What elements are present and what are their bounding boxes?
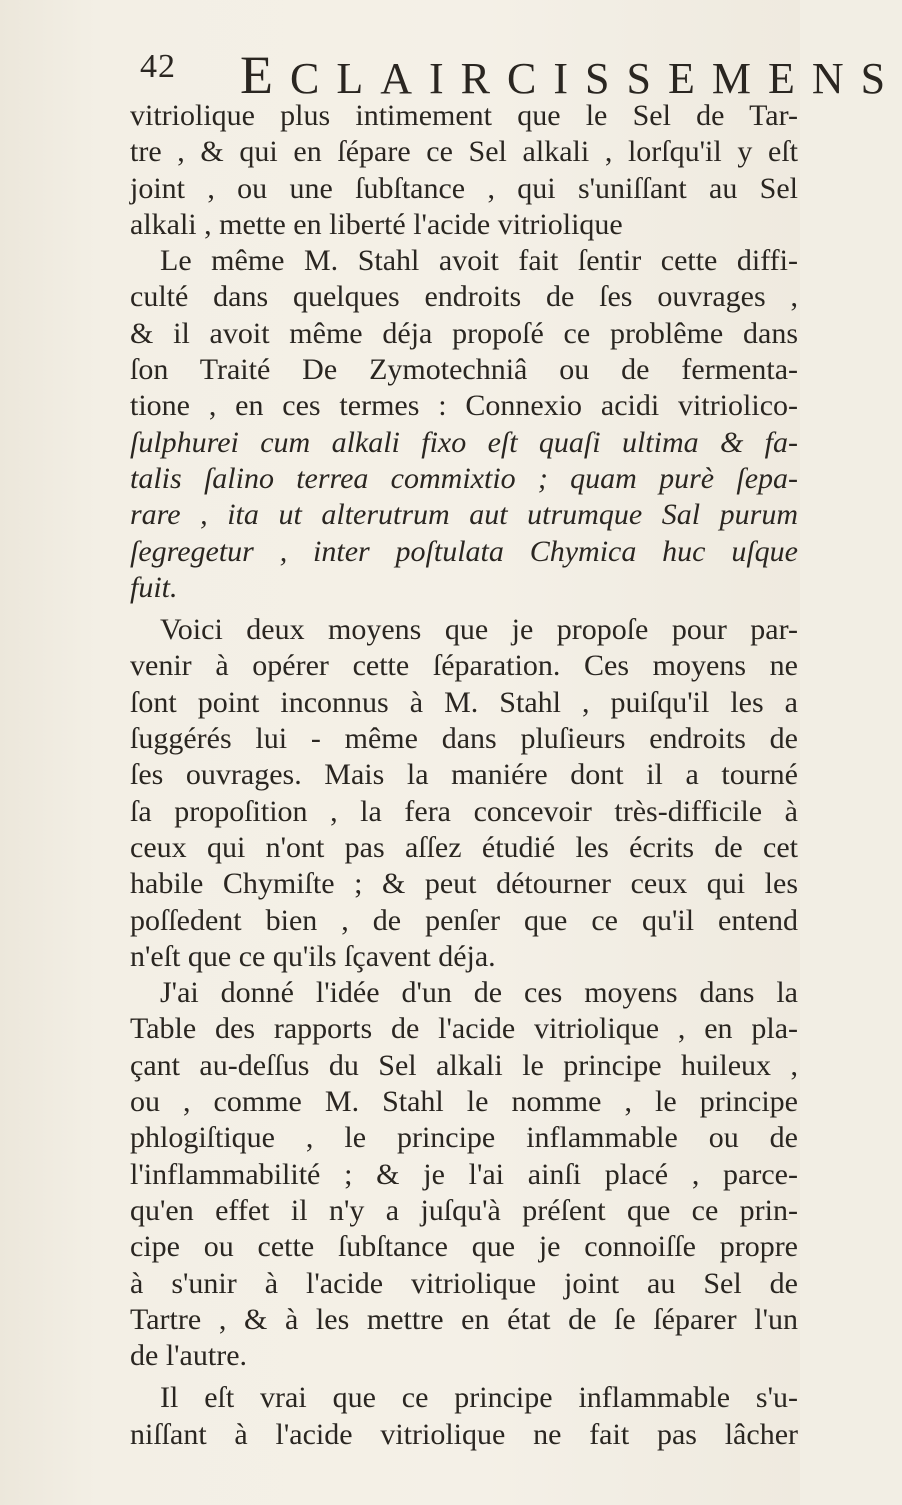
text-line: Tartre , & à les mettre en état de ſe ſéparer l'un [130,1302,798,1336]
text-line: phlogiſtique , le principe inflammable ou de [130,1121,798,1155]
text-line: joint , ou une ſubſtance , qui s'uniſſant au Sel [130,171,798,205]
text-line: çant au-deſſus du Sel alkali le principe huileux , [130,1048,798,1082]
text-line: de l'autre. [130,1339,248,1373]
text-line: alkali , mette en liberté l'acide vitriolique [130,207,623,241]
text-line: Le même M. Stahl avoit fait ſentir cette diffi- [160,244,798,278]
text-line: ſuggérés lui - même dans pluſieurs endroits de [130,722,798,756]
running-head-initial: E [240,45,290,105]
text-line: & il avoit même déja propoſé ce problême dans [130,316,798,350]
page-header [140,44,902,105]
text-line: culté dans quelques endroits de ſes ouvrages , [130,280,798,314]
text-line: n'eſt que ce qu'ils ſçavent déja. [130,939,496,973]
text-line: l'inflammabilité ; & je l'ai ainſi placé , parce- [130,1157,798,1191]
body-text [130,98,798,1453]
text-line: venir à opérer cette ſéparation. Ces moyens ne [130,649,798,683]
text-line: habile Chymiſte ; & peut détourner ceux qui les [130,867,798,901]
running-head [240,44,902,106]
text-line: qu'en effet il n'y a juſqu'à préſent que ce prin- [130,1193,798,1227]
text-line: ou , comme M. Stahl le nomme , le principe [130,1085,798,1119]
text-line: tre , & qui en ſépare ce Sel alkali , lorſqu'il y eſt [130,135,798,169]
latin-quote-line: ſulphurei cum alkali fixo eſt quaſi ultima & fa- [130,425,798,459]
text-line: ſes ouvrages. Mais la maniére dont il a tourné [130,758,798,792]
text-line: ceux qui n'ont pas aſſez étudié les écrits de cet [130,830,798,864]
text-line: Table des rapports de l'acide vitriolique , en pla- [130,1012,798,1046]
text-line: Voici deux moyens que je propoſe pour par- [160,613,798,647]
text-line: cipe ou cette ſubſtance que je connoiſſe propre [130,1230,798,1264]
latin-quote-line: ſegregetur , inter poſtulata Chymica huc uſque [130,534,798,568]
latin-quote-line: talis ſalino terrea commixtio ; quam purè ſepa- [130,461,798,495]
text-line: ſa propoſition , la fera concevoir très-difficile à [130,794,798,828]
latin-quote-line: fuit. [130,570,178,604]
text-line: niſſant à l'acide vitriolique ne fait pas lâcher [130,1417,798,1451]
text-line: ſon Traité De Zymotechniâ ou de fermenta- [130,353,798,387]
latin-quote-line: rare , ita ut alterutrum aut utrumque Sal purum [130,498,798,532]
page-number: 42 [140,48,176,85]
text-line: poſſedent bien , de penſer que ce qu'il entend [130,903,798,937]
text-line: Il eſt vrai que ce principe inflammable s'u- [160,1381,798,1415]
text-line: vitriolique plus intimement que le Sel de Tar- [130,99,798,132]
text-line: ſont point inconnus à M. Stahl , puiſqu'il les a [130,685,798,719]
running-head-text: CLAIRCISSEMENS [290,54,902,103]
text-line: tione , en ces termes : Connexio acidi vitriolico- [130,389,798,423]
text-line: J'ai donné l'idée d'un de ces moyens dans la [160,976,798,1010]
text-line: à s'unir à l'acide vitriolique joint au Sel de [130,1266,798,1300]
